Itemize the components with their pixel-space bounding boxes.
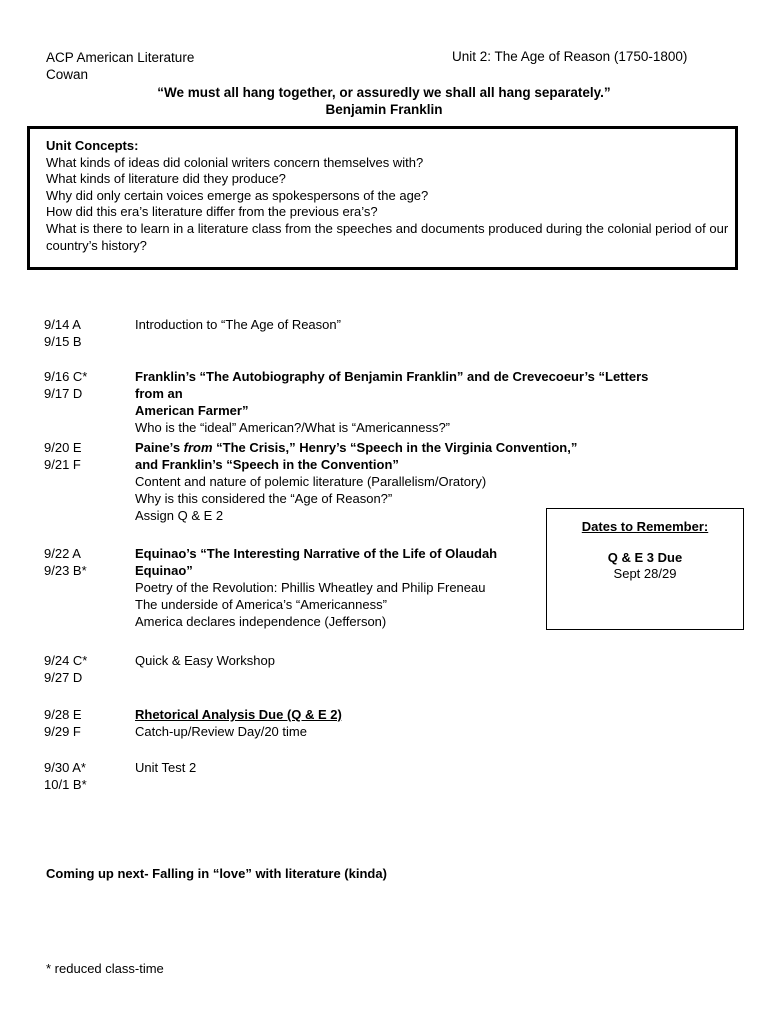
date: 9/23 B* bbox=[44, 563, 87, 578]
date: 9/20 E bbox=[44, 440, 82, 455]
concept-item: What kinds of ideas did colonial writers concern themselves with? bbox=[46, 154, 424, 170]
dates-box-title: Dates to Remember: bbox=[581, 519, 709, 534]
topic: Who is the “ideal” American?/What is “Americanness?” bbox=[135, 420, 451, 435]
reading-from: from bbox=[183, 440, 213, 455]
date: 9/28 E bbox=[44, 707, 82, 722]
topic: Why is this considered the “Age of Reason?” bbox=[135, 491, 393, 506]
concept-item: Why did only certain voices emerge as spokespersons of the age? bbox=[46, 187, 429, 203]
topic: Poetry of the Revolution: Phillis Wheatley and Philip Freneau bbox=[135, 580, 486, 595]
header-left bbox=[46, 49, 194, 83]
reading-author: Paine’s bbox=[135, 440, 184, 455]
unit-title: Unit 2: The Age of Reason (1750-1800) bbox=[452, 49, 688, 64]
reading-title: Equinao” bbox=[135, 563, 193, 578]
concept-item: country’s history? bbox=[46, 237, 147, 253]
reading-works: “The Crisis,” Henry’s “Speech in the Virginia Convention,” bbox=[212, 440, 578, 455]
concepts-title: Unit Concepts: bbox=[46, 138, 139, 153]
date: 9/24 C* bbox=[44, 653, 88, 668]
reading-title: Franklin’s “The Autobiography of Benjamin Franklin” and de Crevecoeur’s “Letters from an bbox=[135, 369, 649, 401]
date: 10/1 B* bbox=[44, 777, 87, 792]
topic: Quick & Easy Workshop bbox=[135, 653, 275, 668]
reading-title: American Farmer” bbox=[135, 403, 249, 418]
topic: Catch-up/Review Day/20 time bbox=[135, 724, 307, 739]
due-item: Rhetorical Analysis Due (Q & E 2) bbox=[135, 707, 342, 722]
date: 9/27 D bbox=[44, 670, 83, 685]
date: 9/15 B bbox=[44, 334, 82, 349]
concept-item: What kinds of literature did they produce? bbox=[46, 171, 286, 187]
course-title: ACP American Literature bbox=[46, 50, 195, 65]
date: 9/22 A bbox=[44, 546, 81, 561]
reading-title: and Franklin’s “Speech in the Convention” bbox=[135, 457, 399, 472]
topic: Introduction to “The Age of Reason” bbox=[135, 317, 341, 332]
quote-block bbox=[0, 84, 768, 118]
unit-concepts-box bbox=[27, 126, 738, 270]
teacher-name: Cowan bbox=[46, 67, 89, 82]
topic: The underside of America’s “Americanness” bbox=[135, 597, 387, 612]
topic: Unit Test 2 bbox=[135, 760, 197, 775]
concept-item: How did this era’s literature differ from the previous era’s? bbox=[46, 204, 378, 220]
quote-author: Benjamin Franklin bbox=[325, 102, 443, 117]
topic: Content and nature of polemic literature (Parallelism/Oratory) bbox=[135, 474, 487, 489]
date: 9/16 C* bbox=[44, 369, 88, 384]
reading-title bbox=[135, 439, 655, 456]
dates-box-item: Q & E 3 Due bbox=[607, 550, 683, 565]
coming-up-next: Coming up next- Falling in “love” with literature (kinda) bbox=[46, 866, 387, 881]
date: 9/21 F bbox=[44, 457, 81, 472]
date: 9/17 D bbox=[44, 386, 83, 401]
date: 9/30 A* bbox=[44, 760, 86, 775]
footnote: * reduced class-time bbox=[46, 961, 164, 976]
date: 9/29 F bbox=[44, 724, 81, 739]
concept-item: What is there to learn in a literature class from the speeches and documents produced during the colonial period of our bbox=[46, 220, 729, 236]
topic: America declares independence (Jefferson) bbox=[135, 614, 387, 629]
topic: Assign Q & E 2 bbox=[135, 508, 224, 523]
dates-box-date: Sept 28/29 bbox=[613, 566, 677, 581]
dates-to-remember-box bbox=[546, 508, 744, 630]
quote-text: “We must all hang together, or assuredly we shall all hang separately.” bbox=[157, 85, 611, 100]
reading-title: Equinao’s “The Interesting Narrative of the Life of Olaudah bbox=[135, 546, 498, 561]
date: 9/14 A bbox=[44, 317, 81, 332]
